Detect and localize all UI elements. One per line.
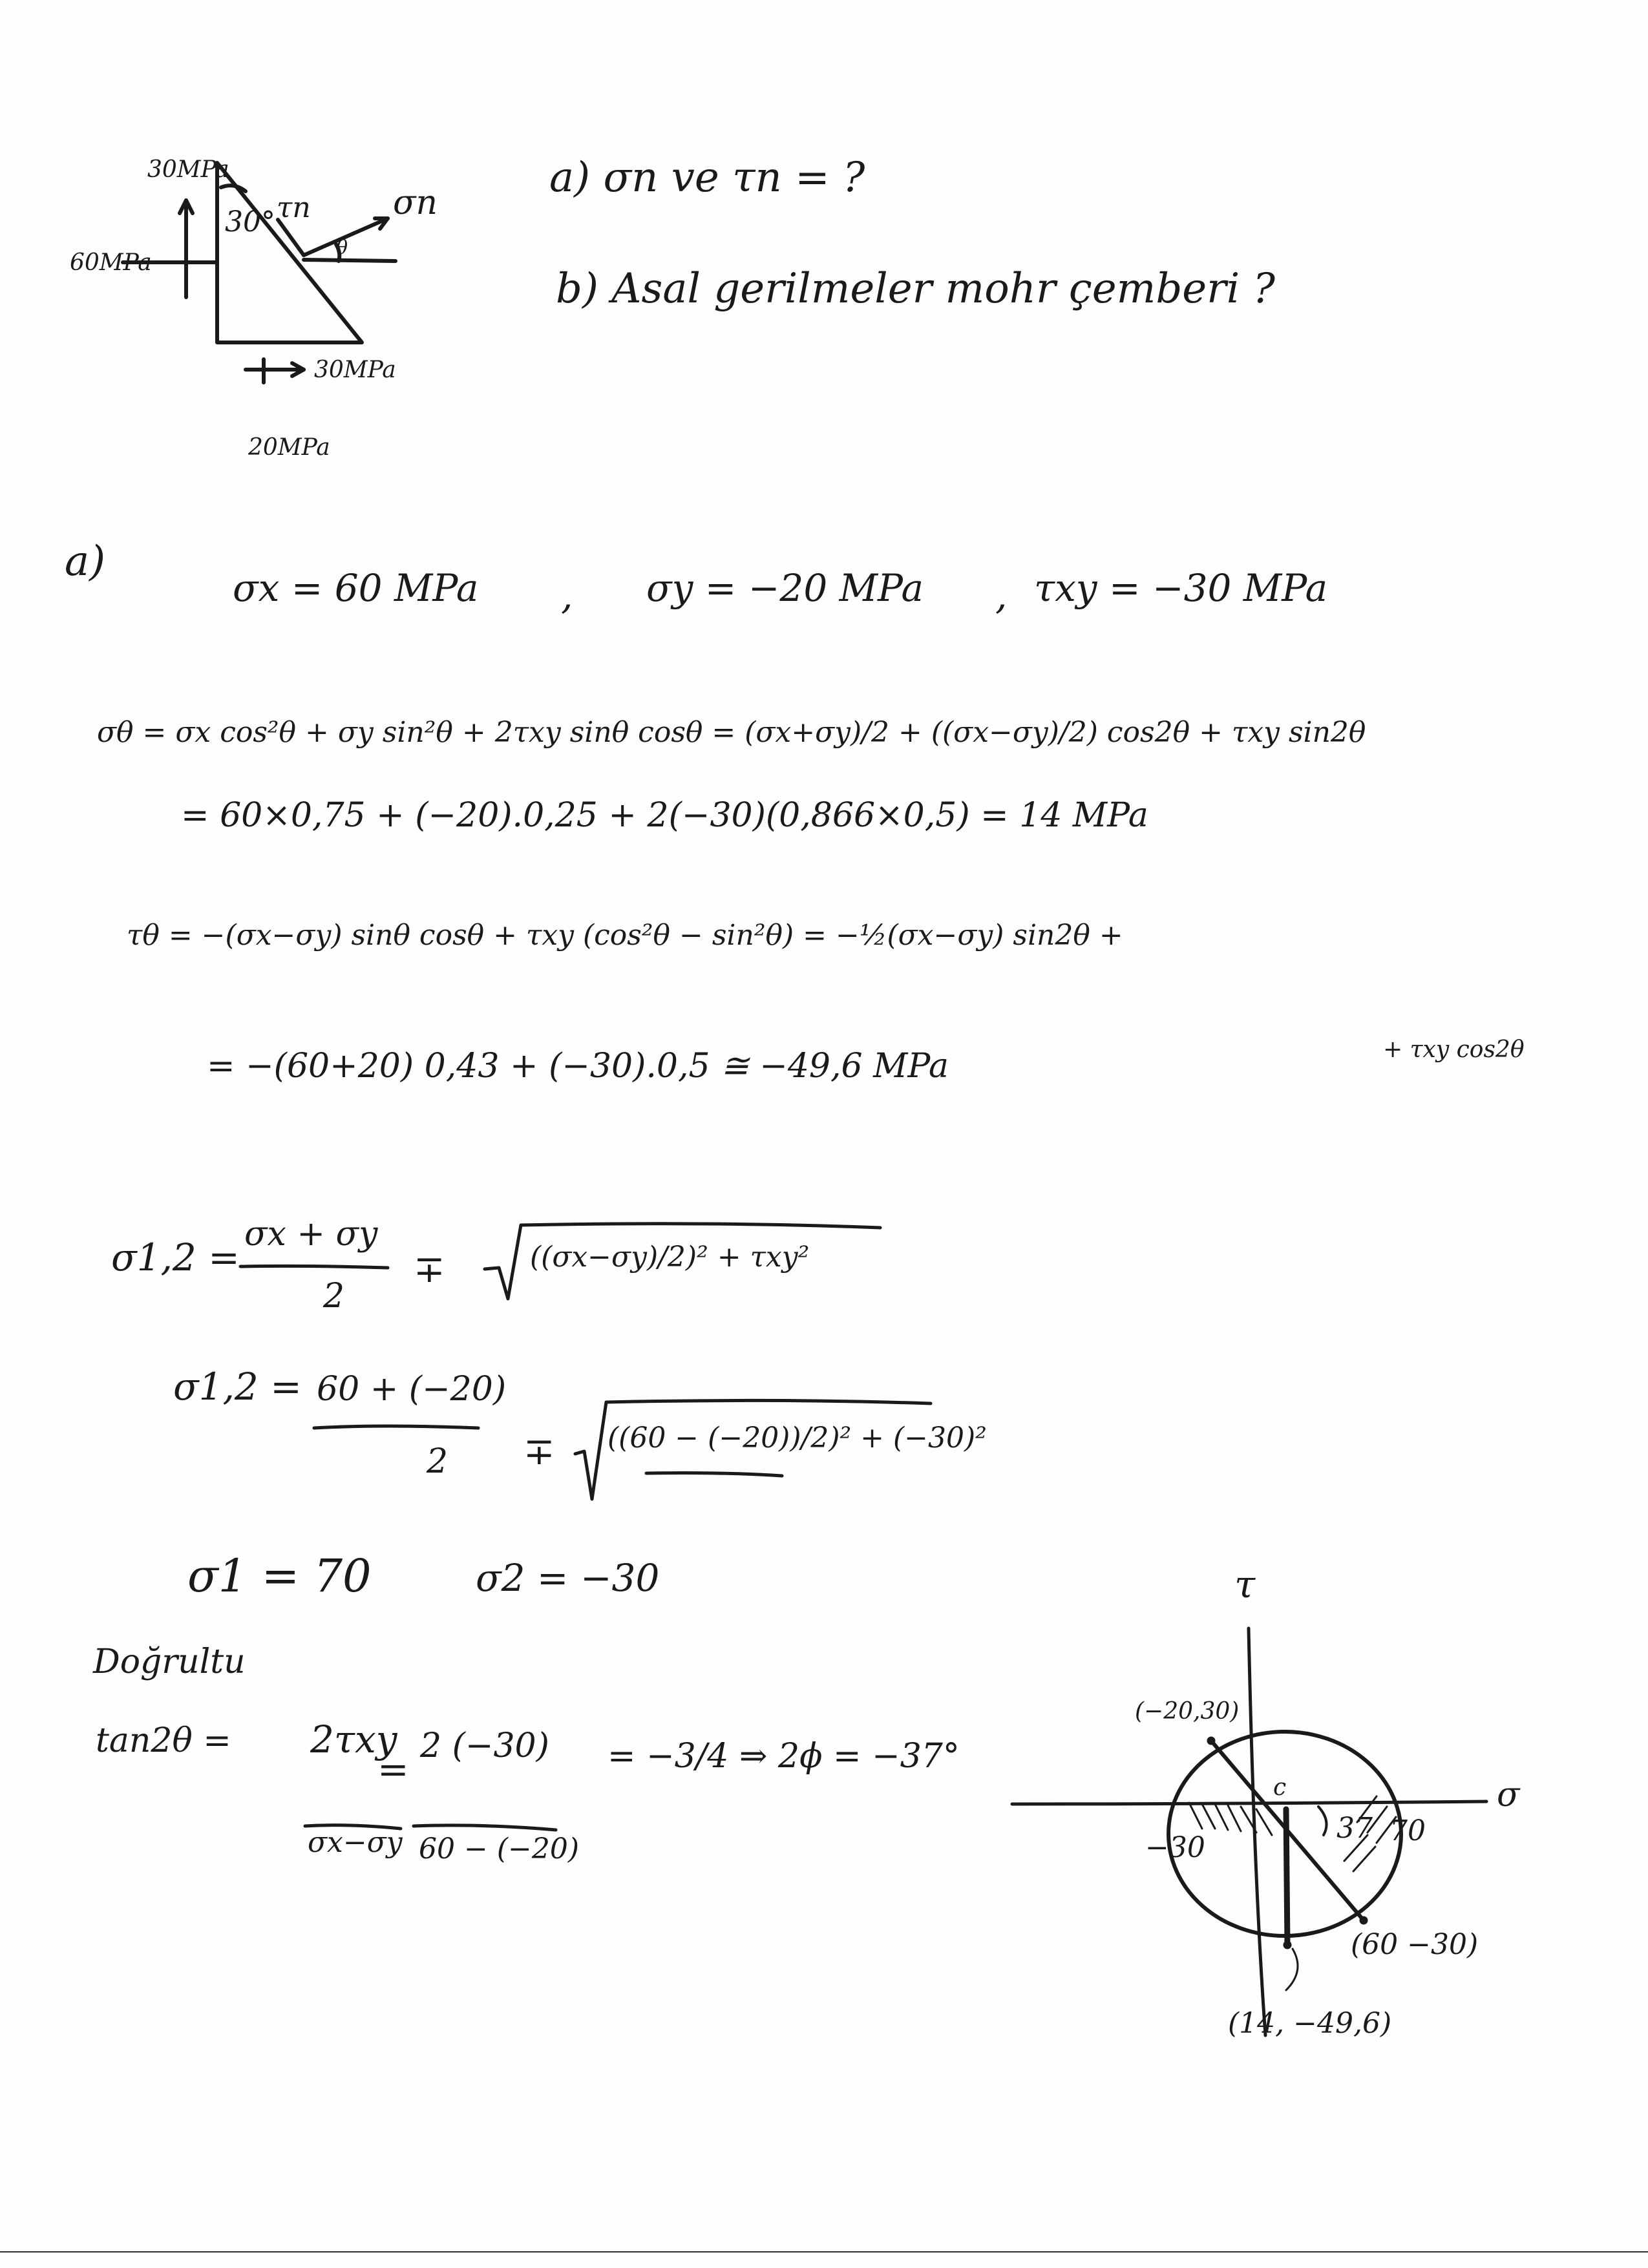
theta-label: θ [336, 236, 348, 259]
tan-numerator-2: 2 (−30) [420, 1727, 549, 1765]
given-sigma-x: σx = 60 MPa [233, 566, 479, 610]
sigma12-formula-numerator: σx + σy [244, 1215, 378, 1254]
angle-label: 30° [225, 205, 275, 238]
sigma12-formula-radicand: ((σx−σy)/2)² + τxy² [530, 1241, 810, 1274]
sigma12-numeric-numerator: 60 + (−20) [317, 1370, 507, 1409]
sigma-theta-numeric: = 60×0,75 + (−20).0,25 + 2(−30)(0,866×0,5) = 14 MPa [181, 796, 1148, 835]
mohr-angle-label: 37 [1336, 1812, 1373, 1845]
mohr-point-bottom-right-label: (60 −30) [1351, 1928, 1479, 1961]
sigma-axis-line [1012, 1801, 1486, 1804]
sigma12-numeric-lhs: σ1,2 = [173, 1365, 302, 1409]
mohr-sigma-axis-label: σ [1497, 1776, 1520, 1814]
vertical-segment [1286, 1809, 1287, 1945]
sigma-theta-formula: σθ = σx cos²θ + σy sin²θ + 2τxy sinθ cosθ = (σx+σy)/2 + ((σx−σy)/2) cos2θ + τxy sin2θ [97, 716, 1366, 749]
given-separator-1: , [561, 574, 573, 618]
top-stress-label: 30MPa [147, 156, 229, 183]
tau-theta-numeric: = −(60+20) 0,43 + (−30).0,5 ≅ −49,6 MPa [207, 1047, 949, 1086]
sigma12-formula-plusminus: ∓ [414, 1247, 445, 1291]
bottom-arrow-stress-label: 30MPa [314, 357, 396, 383]
tan-denominator: σx−σy [308, 1826, 403, 1859]
tan-result: = −3/4 ⇒ 2ϕ = −37° [607, 1737, 960, 1776]
sigma12-numeric-radicand: ((60 − (−20))/2)² + (−30)² [607, 1422, 987, 1454]
bottom-stress-label: 20MPa [248, 434, 330, 461]
question-b: b) Asal gerilmeler mohr çemberi ? [556, 265, 1275, 313]
mohr-left-value: −30 [1145, 1831, 1205, 1864]
direction-label: Doğrultu [93, 1643, 246, 1681]
tan-lhs: tan2θ = [96, 1721, 231, 1760]
sigma12-formula-lhs: σ1,2 = [111, 1235, 240, 1279]
left-stress-label: 60MPa [70, 249, 152, 276]
question-a: a) σn ve τn = ? [549, 154, 865, 202]
tau-theta-formula-continued: + τxy cos2θ [1383, 1036, 1525, 1063]
tau-theta-formula: τθ = −(σx−σy) sinθ cosθ + τxy (cos²θ − sin²θ) = −½(σx−σy) sin2θ + [127, 919, 1123, 952]
part-a-label: a) [65, 538, 106, 585]
tan-numerator: 2τxy [310, 1717, 397, 1761]
sigma2-result: σ2 = −30 [476, 1556, 660, 1600]
given-sigma-y: σy = −20 MPa [646, 566, 924, 610]
scan-edge-line [0, 2251, 1648, 2252]
mohr-center-label: c [1273, 1774, 1287, 1801]
mohr-right-value: 70 [1389, 1814, 1426, 1847]
tau-n-label: τn [277, 191, 311, 224]
sigma1-result: σ1 = 70 [187, 1549, 372, 1602]
mohr-point-bottom-label: (14, −49,6) [1228, 2007, 1392, 2040]
given-separator-2: , [995, 574, 1008, 618]
sigma12-formula-denominator: 2 [323, 1277, 345, 1316]
sigma12-numeric-denominator: 2 [427, 1442, 449, 1481]
tan-denominator-2: 60 − (−20) [419, 1832, 580, 1865]
mohr-point-top-label: (−20,30) [1135, 1698, 1240, 1725]
given-tau-xy: τxy = −30 MPa [1034, 566, 1328, 610]
sigma-n-label: σn [393, 184, 438, 222]
mohr-tau-axis-label: τ [1234, 1562, 1256, 1606]
sigma12-numeric-plusminus: ∓ [523, 1429, 555, 1473]
tan-equals: = [377, 1747, 409, 1791]
